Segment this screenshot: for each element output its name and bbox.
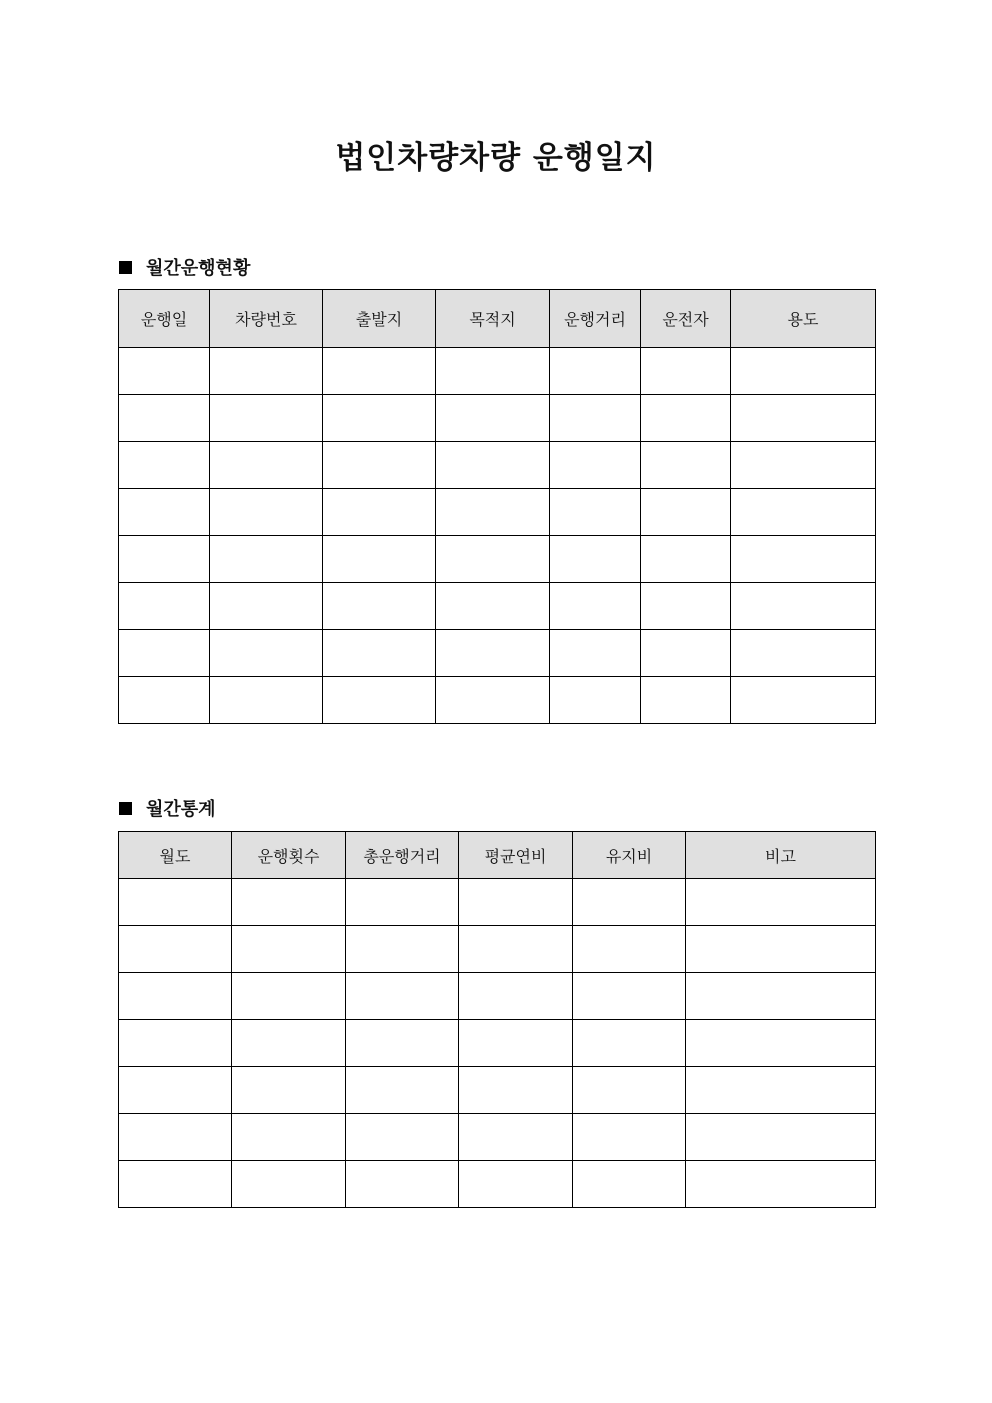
table-row [119,536,876,583]
table-cell[interactable] [119,926,232,973]
monthly-status-table [118,289,876,724]
table-cell[interactable] [550,583,641,630]
table-cell[interactable] [686,1114,876,1161]
table-cell[interactable] [731,348,876,395]
table-cell[interactable] [573,1161,686,1208]
table-cell[interactable] [459,1114,573,1161]
column-header: 목적지 [436,290,550,348]
column-header: 평균연비 [459,832,573,879]
table-cell[interactable] [573,1067,686,1114]
table-cell[interactable] [323,583,436,630]
table-cell[interactable] [346,1114,459,1161]
table-cell[interactable] [731,630,876,677]
table-cell[interactable] [323,677,436,724]
table-cell[interactable] [731,395,876,442]
table-cell[interactable] [641,630,731,677]
table-cell[interactable] [641,348,731,395]
table-cell[interactable] [436,677,550,724]
table-cell[interactable] [436,583,550,630]
table-cell[interactable] [573,879,686,926]
table-cell[interactable] [119,348,210,395]
column-header: 용도 [731,290,876,348]
table-cell[interactable] [119,630,210,677]
table-cell[interactable] [210,630,323,677]
table-cell[interactable] [550,489,641,536]
column-header: 유지비 [573,832,686,879]
table-cell[interactable] [210,583,323,630]
section-heading-monthly-status [119,254,250,280]
table-row [119,973,876,1020]
table-row [119,879,876,926]
table-cell[interactable] [436,348,550,395]
section-heading-monthly-stats [119,795,216,821]
table-cell[interactable] [436,489,550,536]
table-cell[interactable] [459,1161,573,1208]
table-cell[interactable] [436,630,550,677]
table-cell[interactable] [119,677,210,724]
table-cell[interactable] [550,536,641,583]
column-header: 운행일 [119,290,210,348]
table-row [119,630,876,677]
table-cell[interactable] [232,1067,346,1114]
table-cell[interactable] [686,1020,876,1067]
column-header: 총운행거리 [346,832,459,879]
table-cell[interactable] [119,1067,232,1114]
table-cell[interactable] [232,1020,346,1067]
table-cell[interactable] [731,489,876,536]
table-cell[interactable] [119,583,210,630]
table-row [119,395,876,442]
table-cell[interactable] [119,973,232,1020]
table-cell[interactable] [346,879,459,926]
column-header: 운행횟수 [232,832,346,879]
table-cell[interactable] [210,677,323,724]
table-cell[interactable] [119,1114,232,1161]
table-cell[interactable] [210,536,323,583]
table-cell[interactable] [550,348,641,395]
table-cell[interactable] [346,1067,459,1114]
table-cell[interactable] [119,879,232,926]
table-cell[interactable] [210,489,323,536]
table-cell[interactable] [346,1161,459,1208]
table-cell[interactable] [323,395,436,442]
table-cell[interactable] [686,926,876,973]
table-cell[interactable] [459,926,573,973]
table-cell[interactable] [119,489,210,536]
table-row [119,1020,876,1067]
table-cell[interactable] [731,583,876,630]
table-cell[interactable] [686,879,876,926]
table-cell[interactable] [119,395,210,442]
monthly-stats-table [118,831,876,1208]
column-header: 운전자 [641,290,731,348]
table-cell[interactable] [210,395,323,442]
table-cell[interactable] [210,442,323,489]
table-row [119,583,876,630]
table-cell[interactable] [232,879,346,926]
table-cell[interactable] [232,973,346,1020]
black-square-icon [119,261,132,274]
table-header-row [119,832,876,879]
document-title: 법인차량차량 운행일지 [335,140,657,176]
table-cell[interactable] [232,1114,346,1161]
column-header: 비고 [686,832,876,879]
table-cell[interactable] [119,1020,232,1067]
table-cell[interactable] [686,973,876,1020]
column-header: 월도 [119,832,232,879]
table-cell[interactable] [573,926,686,973]
table-cell[interactable] [641,395,731,442]
column-header: 차량번호 [210,290,323,348]
table-cell[interactable] [459,973,573,1020]
table-cell[interactable] [323,489,436,536]
table-cell[interactable] [346,926,459,973]
table-cell[interactable] [436,442,550,489]
table-cell[interactable] [323,348,436,395]
table-row [119,489,876,536]
table-cell[interactable] [641,536,731,583]
table-cell[interactable] [550,677,641,724]
table-cell[interactable] [686,1067,876,1114]
table-cell[interactable] [232,926,346,973]
table-row [119,1114,876,1161]
section-heading-label: 월간통계 [146,799,216,820]
black-square-icon [119,802,132,815]
table-cell[interactable] [550,442,641,489]
table-cell[interactable] [323,536,436,583]
table-cell[interactable] [573,973,686,1020]
table-cell[interactable] [641,677,731,724]
table-cell[interactable] [346,1020,459,1067]
table-cell[interactable] [210,348,323,395]
table-row [119,442,876,489]
table-cell[interactable] [436,395,550,442]
table-cell[interactable] [323,630,436,677]
table-cell[interactable] [641,583,731,630]
column-header: 출발지 [323,290,436,348]
table-cell[interactable] [731,536,876,583]
table-cell[interactable] [119,442,210,489]
table-cell[interactable] [232,1161,346,1208]
table-row [119,677,876,724]
table-cell[interactable] [323,442,436,489]
table-cell[interactable] [641,442,731,489]
table-cell[interactable] [346,973,459,1020]
table-row [119,1067,876,1114]
table-header-row [119,290,876,348]
table-cell[interactable] [459,879,573,926]
table-cell[interactable] [550,630,641,677]
table-cell[interactable] [686,1161,876,1208]
table-cell[interactable] [573,1020,686,1067]
table-cell[interactable] [641,489,731,536]
table-cell[interactable] [459,1020,573,1067]
table-row [119,1161,876,1208]
column-header: 운행거리 [550,290,641,348]
table-cell[interactable] [573,1114,686,1161]
table-cell[interactable] [731,442,876,489]
table-row [119,348,876,395]
table-row [119,926,876,973]
table-cell[interactable] [459,1067,573,1114]
table-cell[interactable] [550,395,641,442]
section-heading-label: 월간운행현황 [146,258,251,279]
table-cell[interactable] [436,536,550,583]
table-cell[interactable] [119,1161,232,1208]
table-cell[interactable] [119,536,210,583]
table-cell[interactable] [731,677,876,724]
